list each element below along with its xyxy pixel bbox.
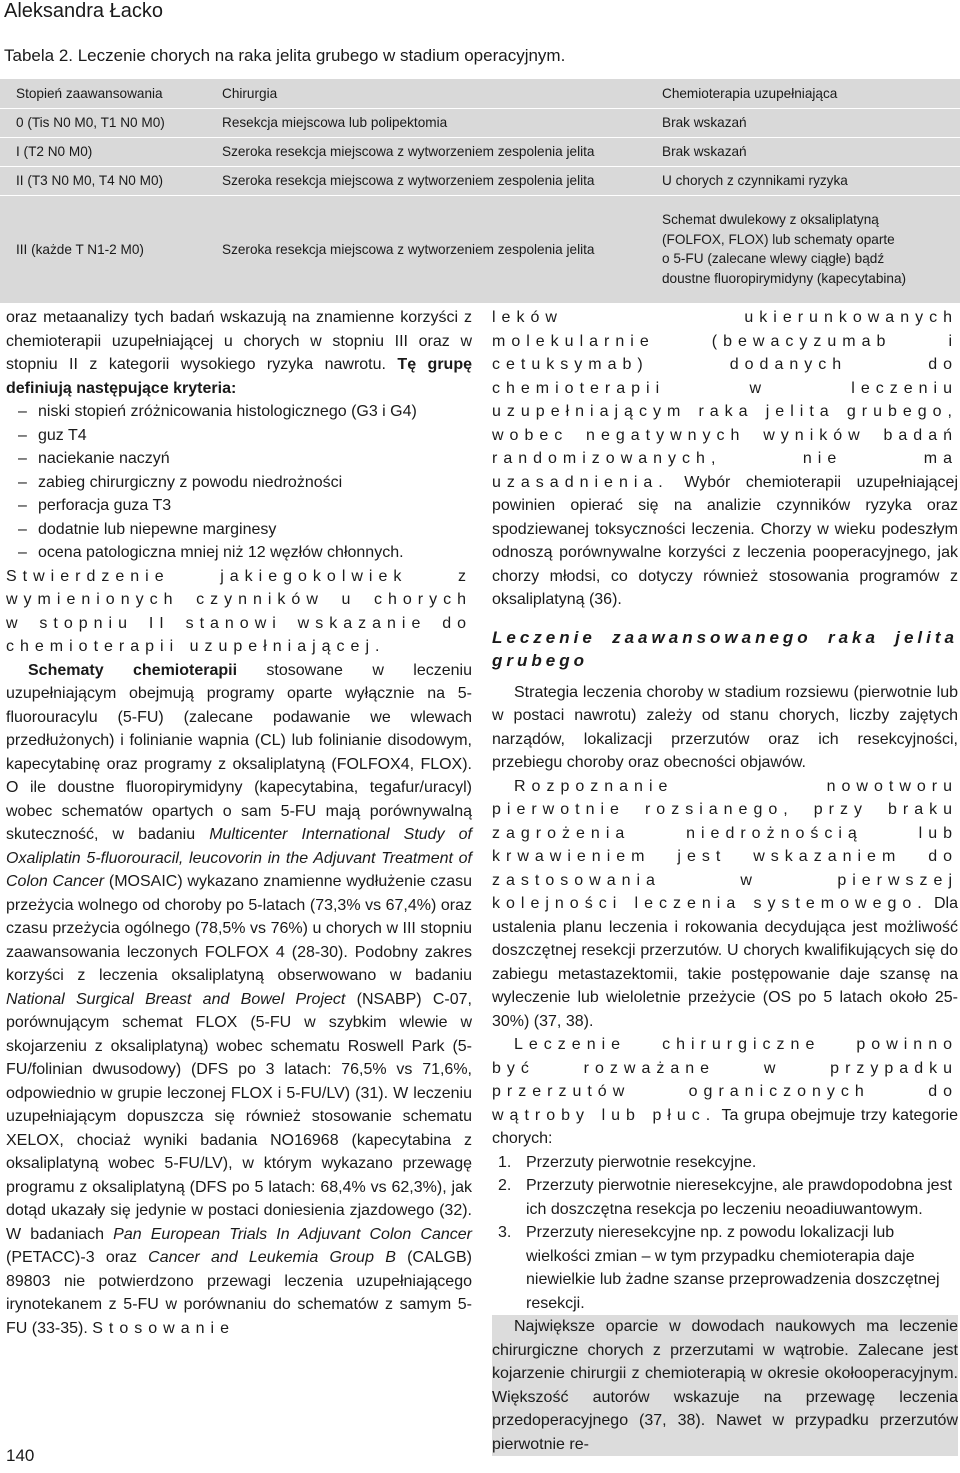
text: (NSABP) C-07, porównującym schemat FLOX (5-FU w szybkim wlewie w skojarzeniu z oksaliplatyną) wobec schematu Roswell Park (5-FU/folinian dwusodowy) (DFS po 3 latach: 76,5% vs 71,6%, odpowiednio w grupie leczonej FLOX i 5-FU/LV) (31). W leczeniu uzupełniającym dopuszcza się również stosowanie schematu XELOX, chociaż wyniki badania NO16968 (kapecytabina z oksaliplatyną wobec 5-FU/LV), w którym wykazano przewagę programu z oksaliplatyną (DFS po 5 latach: 68,4% vs 62,3%), jak dotąd ukazały się jedynie w postaci doniesienia zjazdowego (32). W badaniach	[6, 990, 472, 1243]
text: (PETACC)-3 oraz	[6, 1249, 149, 1266]
list-item	[492, 1151, 958, 1175]
text: (MOSAIC) wykazano znamienne wydłużenie czasu przeżycia wolnego od choroby po 5-latach (73,3% vs 67,4%) oraz czasu przeżycia ogólnego (78,5% vs 76%) u chorych w III stopniu zaawansowania leczonych FOLFOX 4 (28-30). Podobny zakres korzyści z leczenia oksaliplatyną obserwowano w badaniu	[6, 873, 473, 984]
table-row	[0, 108, 960, 137]
list-item: – naciekanie naczyń	[6, 447, 472, 471]
spaced-text: Leczenie chirurgiczne powinno być rozważane w przypadku przerzutów ograniczonych do wątroby lub płuc.	[492, 1036, 958, 1124]
section-heading: Leczenie zaawansowanego raka jelita grubego	[492, 627, 958, 670]
list-item	[492, 1221, 958, 1315]
paragraph	[492, 775, 958, 1034]
paragraph: Strategia leczenia choroby w stadium rozsiewu (pierwotnie lub w postaci nawrotu) zależy od stanu chorych, liczby zajętych narządów, lokalizacji przerzutów oraz ich resekcyjności, przebiegu choroby oraz obecności objawów.	[492, 683, 958, 771]
table-row	[0, 195, 960, 303]
cell-surgery: Szeroka resekcja miejscowa z wytworzeniem zespolenia jelita	[206, 137, 650, 166]
table-row	[0, 137, 960, 166]
table-row	[0, 166, 960, 195]
left-column	[6, 306, 472, 1340]
paragraph	[492, 1033, 958, 1151]
text: Wybór chemioterapii uzupełniającej powinien opierać się na analizie czynników ryzyka oraz spodziewanej toksyczności leczenia. Chorzy w wieku podeszłym odnoszą porównywalne korzyści z leczenia pooperacyjnego, jak chorzy młodsi, co dotyczy również stosowania programów z oksaliplatyną (36).	[492, 473, 958, 608]
italic-text: Multicenter International Study of Oxaliplatin 5-fluorouracil, leucovorin in the Adjuvant Treatment of Colon Cancer	[6, 826, 472, 890]
list-item: – guz T4	[6, 424, 472, 448]
cell-surgery: Resekcja miejscowa lub polipektomia	[206, 108, 650, 137]
cell-stage: I (T2 N0 M0)	[0, 137, 206, 166]
italic-text: Cancer and Leukemia Group B	[148, 1249, 396, 1266]
cell-surgery: Szeroka resekcja miejscowa z wytworzeniem zespolenia jelita	[206, 166, 650, 195]
right-column	[492, 306, 958, 1456]
paragraph	[492, 306, 958, 612]
header-chemo: Chemioterapia uzupełniająca	[650, 79, 960, 108]
text: (CALGB) 89803 nie potwierdzono przewagi leczenia uzupełniającego irynotekanem z 5-FU w porównaniu do schematów z samym 5-FU (33-35).	[6, 1249, 472, 1337]
list-item: – niski stopień zróżnicowania histologicznego (G3 i G4)	[6, 400, 472, 424]
author-name: Aleksandra Łacko	[4, 0, 163, 22]
list-text: Przerzuty pierwotnie resekcyjne.	[526, 1153, 757, 1171]
treatment-table	[0, 79, 960, 304]
spaced-text: Stosowanie	[92, 1319, 235, 1337]
list-text: Przerzuty nieresekcyjne np. z powodu lokalizacji lub wielkości zmian – w tym przypadku chemioterapia daje niewielkie lub żadne szanse przeprowadzenia doszczętnej resekcji.	[526, 1224, 940, 1312]
text: stosowane w leczeniu uzupełniającym obejmują programy oparte wyłącznie na 5-fluorouracylu (5-FU) (zalecane podawanie we wlewach przedłużonych) i folinianie wapnia (CL) lub folinianie disodowym, kapecytabinę oraz programy z oksaliplatyną (FOLFOX4, FLOX). O ile doustne fluoropirymidyny (kapecytabina, tegafur/uracyl) wobec schematów opartych o sam 5-FU mają porównywalną skuteczność, w badaniu	[6, 661, 472, 843]
categories-list	[492, 1151, 958, 1316]
table-title: Tabela 2. Leczenie chorych na raka jelita grubego w stadium operacyjnym.	[4, 46, 566, 65]
cell-line: doustne fluoropirymidyny (kapecytabina)	[662, 270, 907, 286]
cell-chemo: Brak wskazań	[650, 108, 960, 137]
italic-text: National Surgical Breast and Bowel Project	[6, 990, 346, 1008]
paragraph	[6, 306, 472, 400]
list-item: – ocena patologiczna mniej niż 12 węzłów chłonnych.	[6, 541, 472, 565]
spaced-text: leków ukierunkowanych molekularnie (bewacyzumab i cetuksymab) dodanych do chemioterapii w leczeniu uzupełniającym raka jelita grubego, wobec negatywnych wyników badań randomizowanych, nie ma uzasadnienia.	[492, 309, 958, 491]
list-item: – dodatnie lub niepewne marginesy	[6, 518, 472, 542]
cell-stage: III (każde T N1-2 M0)	[0, 195, 206, 303]
page-number: 140	[6, 1446, 35, 1465]
table-header-row	[0, 79, 960, 108]
text: Ta grupa obejmuje trzy kategorie chorych:	[492, 1106, 958, 1147]
highlighted-paragraph: Największe oparcie w dowodach naukowych ma leczenie chirurgiczne chorych z przerzutami w wątrobie. Zalecane jest kojarzenie chirurgii z chemioterapią w okresie okołooperacyjnym. Większość autorów wskazuje na przewagę leczenia przedoperacyjnego (37, 38). Nawet w przypadku przerzutów pierwotnie re-	[492, 1315, 958, 1456]
criteria-list	[6, 400, 472, 565]
cell-chemo: Brak wskazań	[650, 137, 960, 166]
cell-chemo: U chorych z czynnikami ryzyka	[650, 166, 960, 195]
list-item	[492, 1174, 958, 1221]
text: Dla ustalenia planu leczenia i rokowania decydująca jest możliwość doszczętnej resekcji przerzutów. U chorych kwalifikujących się do zabiegu metastazektomii, takie postępowanie daje szansę na wyleczenie lub wieloletnie przeżycie (OS po 5 latach około 25-30%) (37, 38).	[492, 895, 958, 1030]
list-number: 3.	[498, 1224, 512, 1241]
cell-surgery: Szeroka resekcja miejscowa z wytworzeniem zespolenia jelita	[206, 195, 650, 303]
bold-text: Tę grupę definiują następujące kryteria:	[6, 356, 472, 397]
bold-text: Schematy chemioterapii	[28, 661, 238, 679]
list-number: 2.	[498, 1177, 512, 1194]
cell-stage: 0 (Tis N0 M0, T1 N0 M0)	[0, 108, 206, 137]
cell-chemo-multiline	[650, 195, 960, 303]
header-stage: Stopień zaawansowania	[0, 79, 206, 108]
cell-line: Schemat dwulekowy z oksaliplatyną	[662, 212, 879, 227]
list-item: – zabieg chirurgiczny z powodu niedrożności	[6, 471, 472, 495]
list-item: – perforacja guza T3	[6, 494, 472, 518]
spaced-paragraph: Stwierdzenie jakiegokolwiek z wymienionych czynników u chorych w stopniu II stanowi wskazanie do chemioterapii uzupełniającej.	[6, 567, 472, 655]
header-surgery: Chirurgia	[206, 79, 650, 108]
spaced-text: Rozpoznanie nowotworu pierwotnie rozsianego, przy braku zagrożenia niedrożnością lub krwawieniem jest wskazaniem do zastosowania w pierwszej kolejności leczenia systemowego.	[492, 777, 958, 912]
paragraph	[6, 659, 472, 1341]
list-number: 1.	[498, 1153, 512, 1171]
cell-line: o 5-FU (zalecane wlewy ciągłe) bądź	[662, 251, 885, 266]
cell-line: (FOLFOX, FLOX) lub schematy oparte	[662, 231, 895, 247]
text: oraz metaanalizy tych badań wskazują na znamienne korzyści z chemioterapii uzupełniającej u chorych w stopniu III oraz w stopniu II z kategorii wysokiego ryzyka nawrotu.	[6, 309, 472, 373]
list-text: Przerzuty pierwotnie nieresekcyjne, ale prawdopodobna jest ich doszczętna resekcja po leczeniu neoadiuwantowym.	[526, 1177, 953, 1218]
italic-text: Pan European Trials In Adjuvant Colon Cancer	[113, 1225, 472, 1243]
cell-stage: II (T3 N0 M0, T4 N0 M0)	[0, 166, 206, 195]
